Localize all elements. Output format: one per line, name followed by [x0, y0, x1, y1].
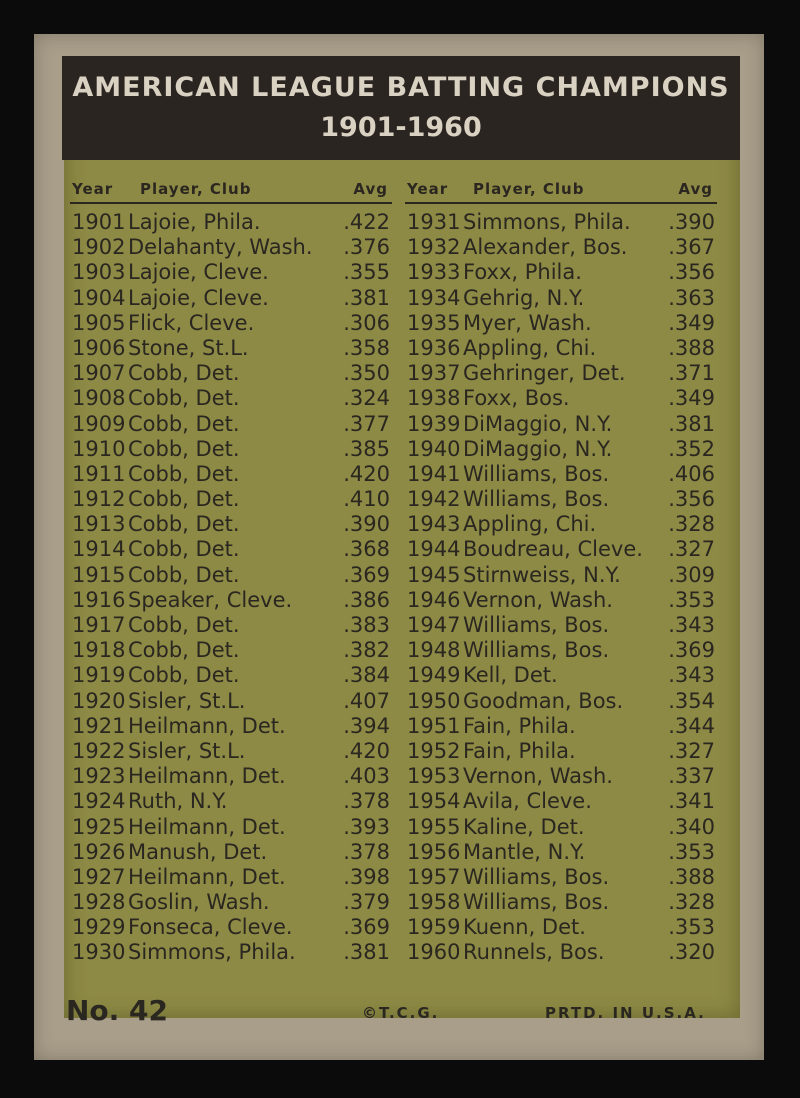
avg-cell: .320	[668, 940, 715, 965]
table-row	[70, 739, 392, 764]
left-column	[70, 176, 392, 966]
player-header: Player, Club	[473, 180, 585, 198]
avg-cell: .376	[343, 235, 390, 260]
table-row	[405, 537, 717, 562]
table-row	[405, 210, 717, 235]
avg-cell: .420	[343, 738, 390, 763]
avg-cell: .381	[343, 285, 390, 310]
avg-cell: .403	[343, 764, 390, 789]
avg-cell: .390	[343, 512, 390, 537]
year-cell: 1957	[407, 864, 461, 889]
year-cell: 1929	[72, 915, 126, 940]
player-cell: Williams, Bos.	[463, 487, 610, 512]
avg-cell: .420	[343, 461, 390, 486]
table-row	[70, 613, 392, 638]
table-row	[70, 638, 392, 663]
title-band	[62, 56, 740, 160]
player-cell: Simmons, Phila.	[128, 940, 296, 965]
player-cell: Cobb, Det.	[128, 411, 240, 436]
player-cell: Lajoie, Cleve.	[128, 285, 269, 310]
player-cell: Cobb, Det.	[128, 613, 240, 637]
avg-cell: .388	[668, 335, 715, 360]
table-row	[70, 689, 392, 714]
player-cell: Goslin, Wash.	[128, 890, 270, 915]
table-row	[70, 260, 392, 285]
avg-cell: .353	[668, 839, 715, 864]
avg-cell: .378	[343, 839, 390, 864]
table-row	[405, 764, 717, 789]
table-row	[405, 940, 717, 965]
table-row	[70, 512, 392, 537]
year-cell: 1905	[72, 310, 126, 335]
player-cell: Mantle, N.Y.	[463, 839, 586, 864]
year-cell: 1935	[407, 310, 461, 335]
table-row	[405, 689, 717, 714]
header-rule	[405, 202, 717, 204]
table-row	[70, 764, 392, 789]
player-cell: Cobb, Det.	[128, 638, 240, 663]
year-cell: 1931	[407, 210, 461, 234]
year-cell: 1934	[407, 285, 461, 310]
avg-cell: .327	[668, 738, 715, 763]
table-row	[405, 714, 717, 739]
table-row	[405, 412, 717, 437]
year-cell: 1932	[407, 235, 461, 260]
table-row	[70, 361, 392, 386]
printed-in: PRTD. IN U.S.A.	[545, 1004, 706, 1022]
avg-cell: .306	[343, 310, 390, 335]
player-cell: Heilmann, Det.	[128, 713, 286, 738]
table-row	[70, 865, 392, 890]
player-cell: Runnels, Bos.	[463, 940, 605, 965]
player-cell: Cobb, Det.	[128, 512, 240, 537]
player-cell: Fonseca, Cleve.	[128, 915, 293, 940]
player-cell: Cobb, Det.	[128, 361, 240, 386]
table-row	[70, 311, 392, 336]
table-row	[405, 487, 717, 512]
player-cell: Cobb, Det.	[128, 436, 240, 461]
avg-cell: .349	[668, 310, 715, 335]
table-row	[70, 235, 392, 260]
player-cell: Williams, Bos.	[463, 890, 610, 915]
avg-cell: .369	[343, 562, 390, 587]
avg-cell: .398	[343, 864, 390, 889]
table-row	[405, 638, 717, 663]
year-cell: 1938	[407, 386, 461, 411]
avg-cell: .324	[343, 386, 390, 411]
avg-cell: .379	[343, 890, 390, 915]
copyright-mark: ©T.C.G.	[362, 1004, 440, 1022]
avg-cell: .422	[343, 210, 390, 234]
year-cell: 1926	[72, 839, 126, 864]
table-row	[405, 840, 717, 865]
player-cell: Vernon, Wash.	[463, 764, 613, 789]
year-cell: 1958	[407, 890, 461, 915]
avg-cell: .378	[343, 789, 390, 814]
avg-cell: .337	[668, 764, 715, 789]
player-cell: Flick, Cleve.	[128, 310, 255, 335]
year-cell: 1939	[407, 411, 461, 436]
avg-cell: .383	[343, 613, 390, 637]
table-row	[70, 588, 392, 613]
year-cell: 1953	[407, 764, 461, 789]
header-rule	[70, 202, 392, 204]
table-row	[405, 437, 717, 462]
player-cell: Delahanty, Wash.	[128, 235, 313, 260]
year-cell: 1921	[72, 713, 126, 738]
right-column	[405, 176, 717, 966]
table-row	[405, 235, 717, 260]
table-row	[70, 663, 392, 688]
player-cell: Kuenn, Det.	[463, 915, 586, 940]
year-cell: 1906	[72, 335, 126, 360]
year-cell: 1956	[407, 839, 461, 864]
table-row	[405, 260, 717, 285]
table-row	[70, 940, 392, 965]
table-row	[405, 739, 717, 764]
table-row	[70, 286, 392, 311]
table-row	[70, 537, 392, 562]
table-row	[405, 563, 717, 588]
player-cell: Stone, St.L.	[128, 335, 249, 360]
table-row	[70, 815, 392, 840]
player-cell: Stirnweiss, N.Y.	[463, 562, 621, 587]
avg-cell: .367	[668, 235, 715, 260]
table-row	[405, 789, 717, 814]
player-cell: Avila, Cleve.	[463, 789, 592, 814]
avg-cell: .382	[343, 638, 390, 663]
year-cell: 1942	[407, 487, 461, 512]
avg-cell: .327	[668, 537, 715, 562]
player-cell: Manush, Det.	[128, 839, 268, 864]
table-row	[70, 789, 392, 814]
table-row	[405, 462, 717, 487]
card-title: AMERICAN LEAGUE BATTING CHAMPIONS	[72, 72, 730, 103]
year-cell: 1907	[72, 361, 126, 386]
year-cell: 1922	[72, 738, 126, 763]
avg-cell: .369	[343, 915, 390, 940]
table-row	[70, 714, 392, 739]
year-cell: 1948	[407, 638, 461, 663]
year-cell: 1930	[72, 940, 126, 965]
table-row	[70, 210, 392, 235]
player-cell: Simmons, Phila.	[463, 210, 631, 234]
year-cell: 1919	[72, 663, 126, 688]
player-cell: Sisler, St.L.	[128, 738, 246, 763]
player-cell: Williams, Bos.	[463, 461, 610, 486]
player-header: Player, Club	[140, 180, 252, 198]
avg-cell: .393	[343, 814, 390, 839]
player-cell: Kell, Det.	[463, 663, 558, 688]
year-cell: 1927	[72, 864, 126, 889]
player-cell: Appling, Chi.	[463, 335, 597, 360]
year-cell: 1918	[72, 638, 126, 663]
player-cell: Goodman, Bos.	[463, 688, 624, 713]
avg-cell: .341	[668, 789, 715, 814]
year-header: Year	[72, 180, 114, 198]
player-cell: Cobb, Det.	[128, 537, 240, 562]
avg-cell: .354	[668, 688, 715, 713]
year-cell: 1928	[72, 890, 126, 915]
table-row	[70, 915, 392, 940]
year-cell: 1924	[72, 789, 126, 814]
table-row	[70, 890, 392, 915]
table-row	[70, 412, 392, 437]
player-cell: Williams, Bos.	[463, 638, 610, 663]
right-column-header	[405, 176, 717, 202]
year-cell: 1950	[407, 688, 461, 713]
player-cell: Appling, Chi.	[463, 512, 597, 537]
player-cell: Myer, Wash.	[463, 310, 592, 335]
year-cell: 1903	[72, 260, 126, 285]
avg-cell: .344	[668, 713, 715, 738]
avg-cell: .407	[343, 688, 390, 713]
avg-cell: .381	[668, 411, 715, 436]
player-cell: Foxx, Phila.	[463, 260, 582, 285]
avg-cell: .328	[668, 512, 715, 537]
right-rows	[405, 210, 717, 966]
player-cell: DiMaggio, N.Y.	[463, 436, 613, 461]
year-cell: 1916	[72, 587, 126, 612]
card-subtitle: 1901-1960	[320, 112, 482, 143]
player-cell: Alexander, Bos.	[463, 235, 628, 260]
year-cell: 1941	[407, 461, 461, 486]
player-cell: Lajoie, Phila.	[128, 210, 261, 234]
avg-cell: .353	[668, 915, 715, 940]
player-cell: Foxx, Bos.	[463, 386, 570, 411]
player-cell: Williams, Bos.	[463, 864, 610, 889]
year-cell: 1947	[407, 613, 461, 637]
table-row	[405, 663, 717, 688]
avg-cell: .385	[343, 436, 390, 461]
avg-cell: .355	[343, 260, 390, 285]
avg-cell: .368	[343, 537, 390, 562]
avg-cell: .381	[343, 940, 390, 965]
table-row	[405, 890, 717, 915]
avg-cell: .358	[343, 335, 390, 360]
table-row	[405, 815, 717, 840]
year-cell: 1949	[407, 663, 461, 688]
year-cell: 1911	[72, 461, 126, 486]
table-row	[405, 865, 717, 890]
year-cell: 1910	[72, 436, 126, 461]
avg-cell: .349	[668, 386, 715, 411]
year-cell: 1960	[407, 940, 461, 965]
player-cell: Speaker, Cleve.	[128, 587, 293, 612]
player-cell: Ruth, N.Y.	[128, 789, 228, 814]
year-cell: 1955	[407, 814, 461, 839]
table-row	[405, 336, 717, 361]
player-cell: Cobb, Det.	[128, 487, 240, 512]
table-row	[405, 915, 717, 940]
player-cell: Boudreau, Cleve.	[463, 537, 643, 562]
player-cell: Lajoie, Cleve.	[128, 260, 269, 285]
table-row	[70, 563, 392, 588]
player-cell: Cobb, Det.	[128, 461, 240, 486]
table-row	[405, 361, 717, 386]
avg-cell: .353	[668, 587, 715, 612]
player-cell: Vernon, Wash.	[463, 587, 613, 612]
year-cell: 1914	[72, 537, 126, 562]
avg-cell: .394	[343, 713, 390, 738]
left-rows	[70, 210, 392, 966]
player-cell: Cobb, Det.	[128, 386, 240, 411]
table-row	[70, 437, 392, 462]
avg-cell: .356	[668, 260, 715, 285]
year-cell: 1937	[407, 361, 461, 386]
avg-header: Avg	[353, 180, 388, 198]
year-cell: 1959	[407, 915, 461, 940]
player-cell: Cobb, Det.	[128, 663, 240, 688]
avg-cell: .371	[668, 361, 715, 386]
year-cell: 1920	[72, 688, 126, 713]
player-cell: Heilmann, Det.	[128, 764, 286, 789]
year-cell: 1943	[407, 512, 461, 537]
player-cell: Heilmann, Det.	[128, 864, 286, 889]
year-cell: 1915	[72, 562, 126, 587]
avg-cell: .377	[343, 411, 390, 436]
year-cell: 1904	[72, 285, 126, 310]
year-cell: 1954	[407, 789, 461, 814]
avg-cell: .340	[668, 814, 715, 839]
player-cell: Williams, Bos.	[463, 613, 610, 637]
table-row	[70, 386, 392, 411]
year-cell: 1901	[72, 210, 126, 234]
table-row	[405, 512, 717, 537]
year-cell: 1917	[72, 613, 126, 637]
year-header: Year	[407, 180, 449, 198]
player-cell: Sisler, St.L.	[128, 688, 246, 713]
year-cell: 1909	[72, 411, 126, 436]
avg-cell: .369	[668, 638, 715, 663]
year-cell: 1944	[407, 537, 461, 562]
table-row	[405, 386, 717, 411]
avg-cell: .352	[668, 436, 715, 461]
left-column-header	[70, 176, 392, 202]
avg-cell: .384	[343, 663, 390, 688]
player-cell: Gehringer, Det.	[463, 361, 626, 386]
card-number: No. 42	[66, 994, 169, 1027]
table-row	[70, 336, 392, 361]
avg-cell: .386	[343, 587, 390, 612]
table-row	[405, 311, 717, 336]
year-cell: 1923	[72, 764, 126, 789]
avg-cell: .309	[668, 562, 715, 587]
player-cell: DiMaggio, N.Y.	[463, 411, 613, 436]
year-cell: 1946	[407, 587, 461, 612]
year-cell: 1902	[72, 235, 126, 260]
avg-cell: .350	[343, 361, 390, 386]
table-row	[70, 840, 392, 865]
year-cell: 1952	[407, 738, 461, 763]
player-cell: Heilmann, Det.	[128, 814, 286, 839]
year-cell: 1912	[72, 487, 126, 512]
avg-cell: .388	[668, 864, 715, 889]
avg-cell: .410	[343, 487, 390, 512]
year-cell: 1951	[407, 713, 461, 738]
table-row	[70, 462, 392, 487]
year-cell: 1908	[72, 386, 126, 411]
player-cell: Gehrig, N.Y.	[463, 285, 585, 310]
table-row	[405, 588, 717, 613]
player-cell: Fain, Phila.	[463, 713, 576, 738]
avg-header: Avg	[678, 180, 713, 198]
year-cell: 1940	[407, 436, 461, 461]
year-cell: 1933	[407, 260, 461, 285]
avg-cell: .356	[668, 487, 715, 512]
avg-cell: .343	[668, 663, 715, 688]
avg-cell: .390	[668, 210, 715, 234]
player-cell: Fain, Phila.	[463, 738, 576, 763]
player-cell: Kaline, Det.	[463, 814, 585, 839]
player-cell: Cobb, Det.	[128, 562, 240, 587]
year-cell: 1945	[407, 562, 461, 587]
avg-cell: .406	[668, 461, 715, 486]
avg-cell: .328	[668, 890, 715, 915]
table-row	[405, 286, 717, 311]
year-cell: 1925	[72, 814, 126, 839]
table-row	[70, 487, 392, 512]
year-cell: 1936	[407, 335, 461, 360]
table-row	[405, 613, 717, 638]
avg-cell: .343	[668, 613, 715, 637]
avg-cell: .363	[668, 285, 715, 310]
year-cell: 1913	[72, 512, 126, 537]
